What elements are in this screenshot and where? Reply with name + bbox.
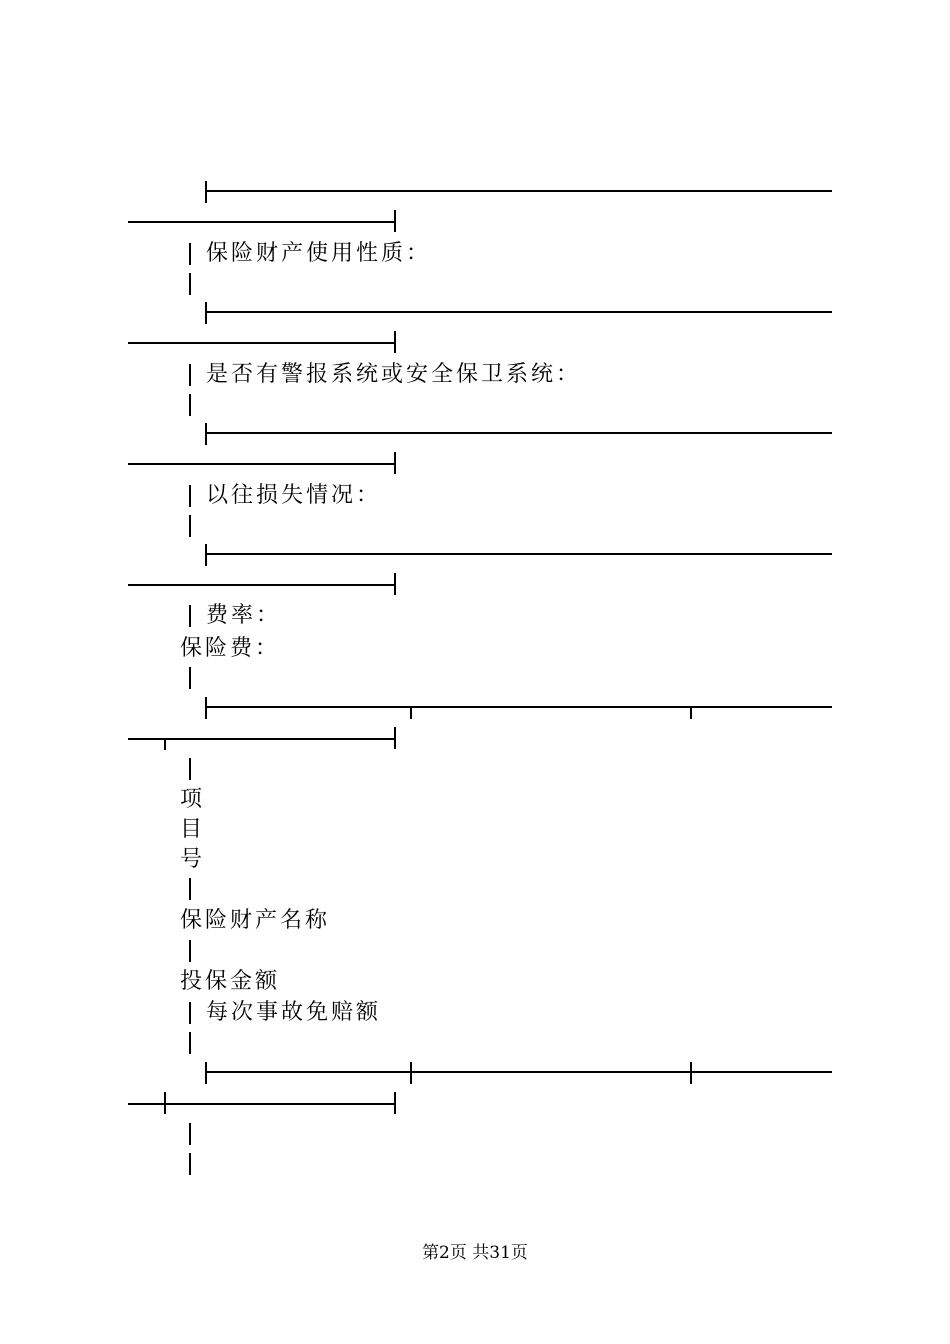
field-bar bbox=[189, 667, 191, 689]
rule-tick bbox=[205, 302, 207, 324]
rule-tick bbox=[394, 452, 396, 474]
item-no-char: 号 bbox=[180, 847, 203, 872]
property-name-header: 保险财产名称 bbox=[180, 908, 331, 933]
rule-tick bbox=[205, 181, 207, 203]
column-tick bbox=[690, 1062, 692, 1084]
field-bar bbox=[189, 394, 191, 416]
column-tick bbox=[164, 1092, 166, 1114]
horizontal-rule bbox=[205, 553, 832, 555]
horizontal-rule bbox=[205, 311, 832, 313]
horizontal-rule bbox=[205, 432, 832, 434]
rule-tick bbox=[205, 697, 207, 719]
field-bar bbox=[189, 1002, 191, 1024]
sum-insured-header: 投保金额 bbox=[180, 969, 281, 994]
horizontal-rule bbox=[205, 1071, 832, 1073]
page-number: 第2页 共31页 bbox=[422, 1243, 528, 1263]
rule-tick bbox=[394, 727, 396, 749]
field-bar bbox=[189, 1123, 191, 1145]
rule-tick bbox=[394, 573, 396, 595]
column-tick bbox=[410, 706, 412, 719]
field-bar bbox=[189, 605, 191, 627]
property-usage-label: 保险财产使用性质： bbox=[206, 241, 432, 266]
field-bar bbox=[189, 273, 191, 295]
field-bar bbox=[189, 243, 191, 265]
field-bar bbox=[189, 485, 191, 507]
horizontal-rule bbox=[128, 584, 396, 586]
premium-label: 保险费： bbox=[180, 636, 281, 661]
alarm-system-label: 是否有警报系统或安全保卫系统： bbox=[206, 362, 582, 387]
horizontal-rule bbox=[128, 463, 396, 465]
horizontal-rule bbox=[128, 342, 396, 344]
horizontal-rule bbox=[205, 190, 832, 192]
rule-tick bbox=[394, 1092, 396, 1114]
rule-tick bbox=[205, 423, 207, 445]
field-bar bbox=[189, 758, 191, 780]
horizontal-rule bbox=[128, 221, 396, 223]
horizontal-rule bbox=[128, 1103, 396, 1105]
rule-tick bbox=[394, 210, 396, 232]
column-tick bbox=[410, 1062, 412, 1084]
rule-tick bbox=[394, 331, 396, 353]
field-bar bbox=[189, 364, 191, 386]
field-bar bbox=[189, 1032, 191, 1054]
field-bar bbox=[189, 1153, 191, 1175]
item-no-char: 目 bbox=[180, 817, 203, 842]
field-bar bbox=[189, 878, 191, 900]
deductible-header: 每次事故免赔额 bbox=[206, 1000, 382, 1025]
column-tick bbox=[164, 738, 166, 750]
horizontal-rule bbox=[205, 706, 832, 708]
rule-tick bbox=[205, 1062, 207, 1084]
field-bar bbox=[189, 940, 191, 962]
column-tick bbox=[690, 706, 692, 719]
item-no-char: 项 bbox=[180, 787, 203, 812]
rule-tick bbox=[205, 544, 207, 566]
horizontal-rule bbox=[128, 738, 396, 740]
loss-history-label: 以往损失情况： bbox=[206, 483, 382, 508]
field-bar bbox=[189, 515, 191, 537]
rate-label: 费率： bbox=[206, 603, 282, 628]
